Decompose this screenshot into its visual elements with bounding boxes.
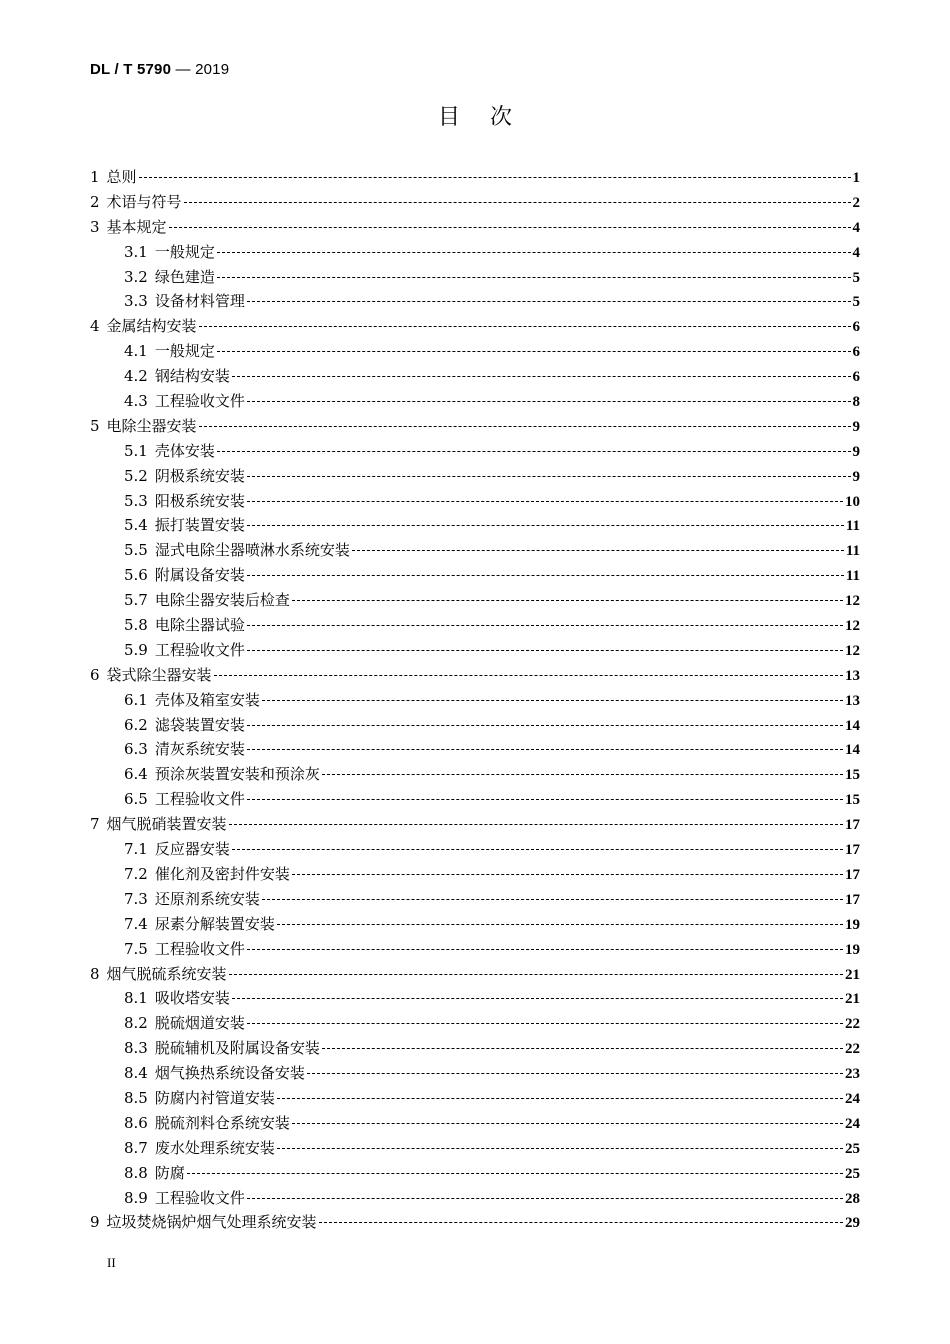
toc-entry-title: 防腐 [154, 1163, 185, 1182]
toc-entry[interactable] [90, 165, 860, 190]
toc-entry-page: 17 [845, 817, 860, 834]
toc-dot-leader [247, 400, 851, 402]
toc-entry-title: 烟气换热系统设备安装 [154, 1064, 305, 1083]
toc-entry-page: 14 [845, 742, 860, 759]
toc-entry-title: 一般规定 [154, 342, 215, 361]
toc-entry-number: 6.3 [124, 740, 148, 759]
toc-entry-title: 袋式除尘器安装 [106, 665, 212, 684]
toc-dot-leader [247, 500, 843, 502]
toc-entry[interactable] [90, 339, 860, 364]
standard-year: 2019 [195, 61, 230, 78]
toc-entry[interactable] [90, 912, 860, 937]
toc-entry-title: 尿素分解装置安装 [154, 914, 275, 933]
code-separator: — [175, 61, 191, 78]
toc-entry-number: 3.3 [124, 292, 148, 311]
toc-entry-page: 5 [852, 294, 860, 311]
toc-dot-leader [247, 574, 844, 576]
toc-entry-title: 附属设备安装 [154, 566, 245, 585]
toc-entry-page: 5 [852, 269, 860, 286]
toc-dot-leader [319, 1221, 843, 1223]
toc-entry-title: 设备材料管理 [154, 292, 245, 311]
toc-entry-number: 3.2 [124, 267, 148, 286]
toc-entry-number: 6.1 [124, 690, 148, 709]
toc-dot-leader [247, 524, 844, 526]
toc-entry[interactable] [90, 563, 860, 588]
toc-entry[interactable] [90, 1036, 860, 1061]
toc-entry-number: 5.6 [124, 566, 148, 585]
toc-dot-leader [307, 1072, 843, 1074]
toc-dot-leader [229, 973, 843, 975]
toc-entry-page: 22 [845, 1016, 860, 1033]
toc-entry[interactable] [90, 513, 860, 538]
toc-dot-leader [292, 873, 843, 875]
toc-entry-number: 5.5 [124, 541, 148, 560]
toc-entry-page: 9 [852, 418, 860, 435]
toc-dot-leader [229, 823, 843, 825]
toc-dot-leader [232, 997, 843, 999]
toc-entry-title: 电除尘器试验 [154, 616, 245, 635]
toc-entry-number: 8 [90, 964, 100, 983]
toc-entry-number: 5.2 [124, 466, 148, 485]
toc-dot-leader [169, 226, 851, 228]
toc-entry[interactable] [90, 937, 860, 962]
toc-entry[interactable] [90, 1210, 860, 1235]
toc-entry-number: 7.1 [124, 840, 148, 859]
standard-number: DL / T 5790 [90, 61, 172, 78]
toc-dot-leader [217, 350, 851, 352]
toc-entry[interactable] [90, 1086, 860, 1111]
toc-entry-number: 2 [90, 192, 100, 211]
toc-entry-page: 6 [852, 344, 860, 361]
toc-entry-page: 29 [845, 1215, 860, 1232]
toc-entry-title: 滤袋装置安装 [154, 715, 245, 734]
toc-entry-page: 15 [845, 792, 860, 809]
toc-entry[interactable] [90, 986, 860, 1011]
toc-dot-leader [217, 276, 851, 278]
page-title: 目次 [437, 105, 542, 130]
toc-entry-number: 9 [90, 1213, 100, 1232]
toc-entry-page: 4 [852, 219, 860, 236]
toc-entry-title: 工程验收文件 [154, 790, 245, 809]
toc-dot-leader [247, 748, 843, 750]
toc-entry-page: 12 [845, 642, 860, 659]
toc-entry[interactable] [90, 737, 860, 762]
toc-entry-title: 湿式电除尘器喷淋水系统安装 [154, 541, 350, 560]
toc-entry-number: 4.1 [124, 342, 148, 361]
toc-entry[interactable] [90, 439, 860, 464]
toc-entry-title: 工程验收文件 [154, 640, 245, 659]
toc-entry-title: 电除尘器安装 [106, 416, 197, 435]
toc-entry-number: 6.2 [124, 715, 148, 734]
toc-entry-page: 24 [845, 1090, 860, 1107]
toc-entry-number: 8.2 [124, 1014, 148, 1033]
toc-entry-title: 脱硫烟道安装 [154, 1014, 245, 1033]
toc-entry[interactable] [90, 1011, 860, 1036]
toc-entry-number: 5.7 [124, 591, 148, 610]
toc-entry-page: 8 [852, 394, 860, 411]
toc-entry-number: 7.4 [124, 914, 148, 933]
toc-entry-page: 23 [845, 1066, 860, 1083]
toc-entry-title: 预涂灰装置安装和预涂灰 [154, 765, 320, 784]
toc-dot-leader [217, 450, 851, 452]
toc-dot-leader [139, 176, 851, 178]
toc-dot-leader [322, 1047, 843, 1049]
toc-entry[interactable] [90, 812, 860, 837]
toc-dot-leader [232, 848, 843, 850]
toc-entry-page: 9 [852, 443, 860, 460]
toc-entry-page: 10 [845, 493, 860, 510]
toc-entry-page: 6 [852, 369, 860, 386]
toc-dot-leader [247, 475, 851, 477]
toc-dot-leader [232, 375, 851, 377]
toc-entry-title: 工程验收文件 [154, 939, 245, 958]
toc-entry-title: 电除尘器安装后检查 [154, 591, 290, 610]
toc-entry-title: 壳体及箱室安装 [154, 690, 260, 709]
toc-entry-title: 脱硫剂料仓系统安装 [154, 1113, 290, 1132]
toc-entry[interactable] [90, 314, 860, 339]
toc-entry-number: 5 [90, 416, 100, 435]
toc-entry-number: 7.5 [124, 939, 148, 958]
toc-entry[interactable] [90, 240, 860, 265]
toc-entry-title: 脱硫辅机及附属设备安装 [154, 1039, 320, 1058]
toc-entry-page: 19 [845, 941, 860, 958]
toc-entry[interactable] [90, 1136, 860, 1161]
toc-entry-number: 5.1 [124, 441, 148, 460]
toc-entry-number: 6 [90, 665, 100, 684]
toc-entry-title: 废水处理系统安装 [154, 1138, 275, 1157]
toc-entry-title: 一般规定 [154, 242, 215, 261]
toc-entry[interactable] [90, 862, 860, 887]
toc-entry-page: 13 [845, 667, 860, 684]
toc-entry-page: 2 [852, 194, 860, 211]
toc-entry[interactable] [90, 613, 860, 638]
toc-entry-title: 垃圾焚烧锅炉烟气处理系统安装 [106, 1213, 317, 1232]
toc-entry-number: 8.1 [124, 989, 148, 1008]
toc-entry-title: 阴极系统安装 [154, 466, 245, 485]
toc-entry-page: 25 [845, 1165, 860, 1182]
toc-entry-page: 22 [845, 1041, 860, 1058]
toc-entry-number: 6.5 [124, 790, 148, 809]
toc-entry[interactable] [90, 414, 860, 439]
toc-entry[interactable] [90, 1061, 860, 1086]
toc-entry[interactable] [90, 1161, 860, 1186]
toc-entry-number: 3 [90, 217, 100, 236]
toc-entry[interactable] [90, 190, 860, 215]
toc-entry-page: 4 [852, 244, 860, 261]
table-of-contents [90, 165, 860, 1235]
toc-entry[interactable] [90, 1186, 860, 1211]
toc-entry[interactable] [90, 762, 860, 787]
toc-entry-page: 1 [852, 170, 860, 186]
toc-entry-number: 8.5 [124, 1088, 148, 1107]
toc-dot-leader [247, 624, 843, 626]
toc-entry-number: 8.3 [124, 1039, 148, 1058]
toc-dot-leader [247, 1022, 843, 1024]
toc-entry-number: 3.1 [124, 242, 148, 261]
toc-dot-leader [292, 599, 843, 601]
toc-entry-number: 8.7 [124, 1138, 148, 1157]
toc-dot-leader [262, 898, 843, 900]
toc-dot-leader [322, 773, 843, 775]
toc-entry-title: 工程验收文件 [154, 392, 245, 411]
toc-dot-leader [247, 724, 843, 726]
toc-entry[interactable] [90, 588, 860, 613]
toc-dot-leader [214, 674, 843, 676]
toc-entry[interactable] [90, 663, 860, 688]
toc-dot-leader [277, 923, 843, 925]
toc-dot-leader [199, 325, 851, 327]
toc-entry-number: 8.8 [124, 1163, 148, 1182]
toc-entry[interactable] [90, 638, 860, 663]
toc-entry-number: 7 [90, 815, 100, 834]
document-code [90, 61, 229, 78]
toc-entry-page: 12 [845, 618, 860, 635]
toc-entry-page: 11 [845, 518, 860, 535]
toc-entry[interactable] [90, 265, 860, 290]
toc-entry-number: 8.9 [124, 1188, 148, 1207]
toc-dot-leader [277, 1097, 843, 1099]
toc-dot-leader [247, 300, 851, 302]
toc-entry-title: 术语与符号 [106, 192, 182, 211]
toc-entry-title: 阳极系统安装 [154, 491, 245, 510]
toc-entry-page: 6 [852, 319, 860, 336]
toc-entry[interactable] [90, 464, 860, 489]
toc-dot-leader [352, 549, 844, 551]
toc-dot-leader [199, 425, 851, 427]
toc-entry-title: 清灰系统安装 [154, 740, 245, 759]
toc-entry[interactable] [90, 887, 860, 912]
toc-entry-page: 19 [845, 916, 860, 933]
toc-dot-leader [292, 1122, 843, 1124]
toc-entry-number: 4.3 [124, 392, 148, 411]
toc-entry-number: 5.4 [124, 516, 148, 535]
toc-dot-leader [277, 1147, 843, 1149]
toc-entry[interactable] [90, 538, 860, 563]
toc-entry[interactable] [90, 215, 860, 240]
toc-entry[interactable] [90, 489, 860, 514]
toc-entry-title: 钢结构安装 [154, 367, 230, 386]
toc-dot-leader [247, 798, 843, 800]
toc-dot-leader [247, 649, 843, 651]
toc-entry[interactable] [90, 713, 860, 738]
toc-entry-number: 1 [90, 168, 100, 186]
toc-entry-title: 金属结构安装 [106, 317, 197, 336]
toc-entry-page: 24 [845, 1115, 860, 1132]
toc-entry-page: 17 [845, 842, 860, 859]
toc-entry-number: 4.2 [124, 367, 148, 386]
toc-entry-number: 5.8 [124, 616, 148, 635]
toc-entry-page: 28 [845, 1190, 860, 1207]
toc-dot-leader [187, 1172, 843, 1174]
toc-entry[interactable] [90, 787, 860, 812]
page-number: II [107, 1255, 116, 1270]
toc-entry-page: 9 [852, 468, 860, 485]
toc-entry-page: 15 [845, 767, 860, 784]
toc-entry-page: 17 [845, 866, 860, 883]
toc-entry-number: 7.2 [124, 864, 148, 883]
toc-entry-title: 振打装置安装 [154, 516, 245, 535]
toc-entry-title: 烟气脱硫系统安装 [106, 964, 227, 983]
toc-entry[interactable] [90, 688, 860, 713]
toc-entry-page: 13 [845, 692, 860, 709]
toc-entry-number: 4 [90, 317, 100, 336]
toc-dot-leader [262, 699, 843, 701]
toc-entry-number: 8.6 [124, 1113, 148, 1132]
toc-entry-page: 14 [845, 717, 860, 734]
toc-entry-title: 还原剂系统安装 [154, 889, 260, 908]
toc-entry-title: 绿色建造 [154, 267, 215, 286]
toc-dot-leader [217, 251, 851, 253]
toc-entry[interactable] [90, 837, 860, 862]
toc-entry-number: 6.4 [124, 765, 148, 784]
toc-entry[interactable] [90, 962, 860, 987]
toc-entry-page: 11 [845, 543, 860, 560]
toc-entry-page: 12 [845, 593, 860, 610]
toc-entry-page: 17 [845, 891, 860, 908]
toc-entry[interactable] [90, 389, 860, 414]
toc-entry-title: 基本规定 [106, 217, 167, 236]
toc-entry-number: 8.4 [124, 1064, 148, 1083]
toc-entry-title: 防腐内衬管道安装 [154, 1088, 275, 1107]
toc-entry-page: 21 [845, 991, 860, 1008]
toc-entry-title: 反应器安装 [154, 840, 230, 859]
toc-entry-title: 烟气脱硝装置安装 [106, 815, 227, 834]
toc-dot-leader [247, 948, 843, 950]
toc-dot-leader [184, 201, 851, 203]
toc-entry-title: 壳体安装 [154, 441, 215, 460]
toc-dot-leader [247, 1197, 843, 1199]
toc-entry-number: 5.9 [124, 640, 148, 659]
toc-entry[interactable] [90, 1111, 860, 1136]
toc-entry-number: 7.3 [124, 889, 148, 908]
toc-entry-title: 总则 [106, 168, 137, 186]
toc-entry-title: 催化剂及密封件安装 [154, 864, 290, 883]
toc-entry-number: 5.3 [124, 491, 148, 510]
toc-entry[interactable] [90, 289, 860, 314]
toc-entry-page: 21 [845, 966, 860, 983]
toc-entry-title: 工程验收文件 [154, 1188, 245, 1207]
toc-entry[interactable] [90, 364, 860, 389]
toc-entry-page: 25 [845, 1140, 860, 1157]
toc-entry-page: 11 [845, 568, 860, 585]
toc-entry-title: 吸收塔安装 [154, 989, 230, 1008]
